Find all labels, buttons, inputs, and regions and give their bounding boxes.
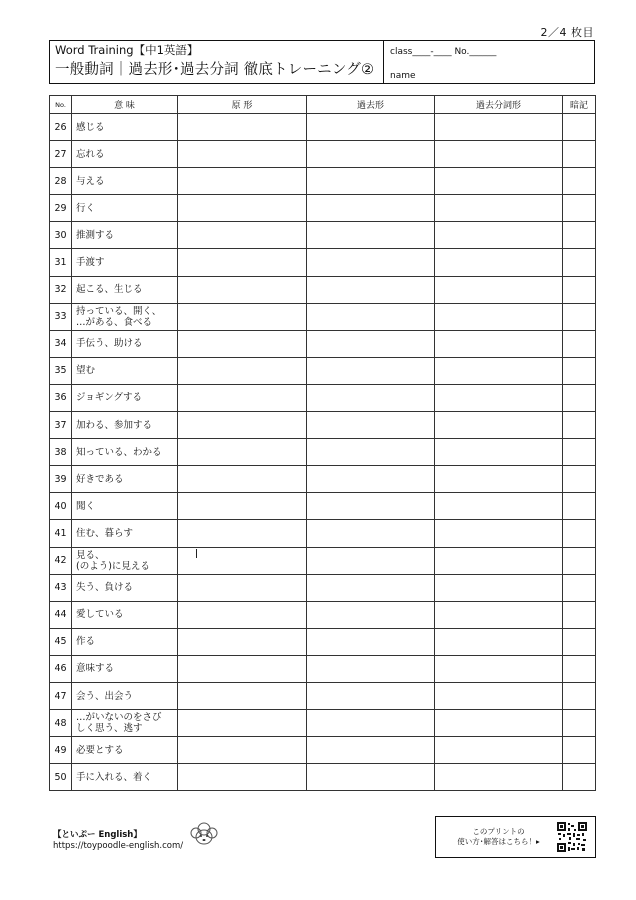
title-block [50,41,384,83]
table-row [50,710,596,737]
guide-text-line2: 使い方･解答はこちら！▸ [457,837,540,846]
memorize-check-cell[interactable] [563,168,596,195]
text-cursor [196,549,197,558]
past-participle-cell[interactable] [435,655,563,682]
past-form-cell[interactable] [307,330,435,357]
base-form-cell[interactable] [178,493,307,520]
table-row [50,601,596,628]
past-form-cell[interactable] [307,601,435,628]
table-row [50,114,596,141]
meaning-line: 愛している [76,609,124,621]
base-form-cell[interactable] [178,330,307,357]
worksheet-header [49,40,595,84]
row-meaning [72,628,178,655]
past-participle-cell[interactable] [435,628,563,655]
meaning-line-2: …がある、食べる [76,316,153,328]
table-row [50,141,596,168]
row-number: 43 [50,574,72,601]
table-row [50,682,596,709]
memorize-check-cell[interactable] [563,547,596,574]
past-participle-cell[interactable] [435,330,563,357]
row-number: 40 [50,493,72,520]
table-row [50,737,596,764]
meaning-line: 加わる、参加する [76,419,153,431]
base-form-cell[interactable] [178,655,307,682]
past-form-cell[interactable] [307,439,435,466]
meaning-line: 感じる [76,121,105,133]
meaning-line: 手伝う、助ける [76,338,143,350]
past-participle-cell[interactable] [435,439,563,466]
base-form-cell[interactable] [178,168,307,195]
base-form-cell[interactable] [178,249,307,276]
meaning-line: ジョギングする [76,392,143,404]
memorize-check-cell[interactable] [563,601,596,628]
base-form-cell[interactable] [178,574,307,601]
past-form-cell[interactable] [307,628,435,655]
base-form-cell[interactable] [178,710,307,737]
table-row [50,628,596,655]
past-participle-cell[interactable] [435,574,563,601]
row-number: 36 [50,384,72,411]
base-form-cell[interactable] [178,520,307,547]
row-number: 30 [50,222,72,249]
header-no: No. [50,96,72,114]
row-meaning [72,412,178,439]
memorize-check-cell[interactable] [563,737,596,764]
meaning-line: 与える [76,175,105,187]
meaning-line: 聞く [76,500,96,512]
meaning-line: 失う、負ける [76,582,134,594]
row-meaning [72,357,178,384]
header-past-participle: 過去分詞形 [435,96,563,114]
past-form-cell[interactable] [307,737,435,764]
row-meaning [72,276,178,303]
past-participle-cell[interactable] [435,412,563,439]
row-number: 33 [50,303,72,330]
row-number: 35 [50,357,72,384]
past-participle-cell[interactable] [435,195,563,222]
memorize-check-cell[interactable] [563,439,596,466]
base-form-cell[interactable] [178,303,307,330]
base-form-cell[interactable] [178,601,307,628]
row-number: 29 [50,195,72,222]
table-row [50,195,596,222]
row-meaning [72,710,178,737]
base-form-cell[interactable] [178,737,307,764]
past-form-cell[interactable] [307,493,435,520]
base-form-cell[interactable] [178,114,307,141]
meaning-line: 忘れる [76,148,105,160]
row-number: 38 [50,439,72,466]
past-form-cell[interactable] [307,168,435,195]
meaning-line: 意味する [76,663,115,675]
table-row [50,655,596,682]
past-form-cell[interactable] [307,141,435,168]
row-meaning [72,764,178,791]
past-form-cell[interactable] [307,520,435,547]
base-form-cell[interactable] [178,195,307,222]
meaning-line: 住む、暮らす [76,527,134,539]
meaning-line: 望む [76,365,96,377]
base-form-cell[interactable] [178,222,307,249]
past-form-cell[interactable] [307,574,435,601]
meaning-line: 作る [76,636,96,648]
base-form-cell[interactable] [178,412,307,439]
table-row [50,384,596,411]
memorize-check-cell[interactable] [563,357,596,384]
memorize-check-cell[interactable] [563,710,596,737]
base-form-cell[interactable] [178,276,307,303]
row-number: 27 [50,141,72,168]
memorize-check-cell[interactable] [563,412,596,439]
class-number-field[interactable]: class____-____ No.______ [390,47,497,57]
row-meaning [72,520,178,547]
row-meaning [72,303,178,330]
past-participle-cell[interactable] [435,493,563,520]
base-form-cell[interactable] [178,141,307,168]
row-meaning [72,737,178,764]
header-base-form: 原 形 [178,96,307,114]
past-participle-cell[interactable] [435,601,563,628]
row-meaning [72,547,178,574]
table-row [50,303,596,330]
row-number: 49 [50,737,72,764]
meaning-line: 手に入れる、着く [76,771,153,783]
table-row [50,547,596,574]
past-participle-cell[interactable] [435,222,563,249]
past-form-cell[interactable] [307,764,435,791]
table-row [50,249,596,276]
guide-box[interactable] [435,816,596,858]
base-form-cell[interactable] [178,547,307,574]
past-form-cell[interactable] [307,655,435,682]
row-number: 44 [50,601,72,628]
memorize-check-cell[interactable] [563,276,596,303]
past-participle-cell[interactable] [435,357,563,384]
table-row [50,520,596,547]
table-row [50,764,596,791]
worksheet-title: 一般動詞｜過去形･過去分詞 徹底トレーニング② [55,62,375,78]
base-form-cell[interactable] [178,628,307,655]
memorize-check-cell[interactable] [563,493,596,520]
past-form-cell[interactable] [307,384,435,411]
row-number: 39 [50,466,72,493]
base-form-cell[interactable] [178,466,307,493]
past-participle-cell[interactable] [435,276,563,303]
memorize-check-cell[interactable] [563,222,596,249]
memorize-check-cell[interactable] [563,195,596,222]
table-row [50,168,596,195]
memorize-check-cell[interactable] [563,520,596,547]
site-url-link[interactable]: https://toypoodle-english.com/ [53,841,184,851]
row-meaning [72,493,178,520]
guide-text-line1: このプリントの [472,827,525,836]
memorize-check-cell[interactable] [563,384,596,411]
meaning-line: 好きである [76,473,124,485]
past-form-cell[interactable] [307,682,435,709]
memorize-check-cell[interactable] [563,141,596,168]
memorize-check-cell[interactable] [563,655,596,682]
row-number: 26 [50,114,72,141]
past-participle-cell[interactable] [435,710,563,737]
meaning-line: …がいないのをさび [76,712,162,724]
base-form-cell[interactable] [178,682,307,709]
worksheet-subtitle: Word Training【中1英語】 [55,43,199,57]
row-meaning [72,141,178,168]
base-form-cell[interactable] [178,384,307,411]
row-number: 31 [50,249,72,276]
table-row [50,439,596,466]
meaning-line-2: (のよう)に見える [76,560,150,572]
vocabulary-table [49,95,596,791]
row-meaning [72,168,178,195]
meaning-line: 行く [76,202,96,214]
row-meaning [72,439,178,466]
meaning-line: 知っている、わかる [76,446,162,458]
base-form-cell[interactable] [178,764,307,791]
brand-name: 【といぷー English】 [53,830,142,840]
row-meaning [72,682,178,709]
base-form-cell[interactable] [178,439,307,466]
row-meaning [72,114,178,141]
past-form-cell[interactable] [307,303,435,330]
table-row [50,330,596,357]
memorize-check-cell[interactable] [563,574,596,601]
meaning-line: 必要とする [76,744,124,756]
table-row [50,222,596,249]
qr-code-icon[interactable] [557,822,587,852]
past-participle-cell[interactable] [435,249,563,276]
past-form-cell[interactable] [307,249,435,276]
memorize-check-cell[interactable] [563,249,596,276]
memorize-check-cell[interactable] [563,466,596,493]
row-meaning [72,330,178,357]
meaning-line-2: しく思う、逃す [76,723,143,735]
past-form-cell[interactable] [307,276,435,303]
header-past-form: 過去形 [307,96,435,114]
row-number: 37 [50,412,72,439]
table-row [50,412,596,439]
past-participle-cell[interactable] [435,141,563,168]
memorize-check-cell[interactable] [563,628,596,655]
header-meaning: 意 味 [72,96,178,114]
past-form-cell[interactable] [307,222,435,249]
past-form-cell[interactable] [307,357,435,384]
meaning-line: 会う、出会う [76,690,134,702]
meaning-line: 持っている、開く、 [76,305,162,317]
page-indicator: 2／4 枚目 [540,26,594,39]
past-form-cell[interactable] [307,412,435,439]
memorize-check-cell[interactable] [563,330,596,357]
row-number: 42 [50,547,72,574]
row-number: 28 [50,168,72,195]
past-form-cell[interactable] [307,466,435,493]
row-meaning [72,249,178,276]
past-participle-cell[interactable] [435,168,563,195]
row-meaning [72,466,178,493]
row-number: 48 [50,710,72,737]
row-number: 41 [50,520,72,547]
row-meaning [72,222,178,249]
table-row [50,574,596,601]
student-info-block [384,41,594,83]
past-form-cell[interactable] [307,114,435,141]
past-form-cell[interactable] [307,547,435,574]
base-form-cell[interactable] [178,357,307,384]
row-number: 46 [50,655,72,682]
past-participle-cell[interactable] [435,520,563,547]
memorize-check-cell[interactable] [563,764,596,791]
past-participle-cell[interactable] [435,737,563,764]
row-meaning [72,384,178,411]
meaning-line: 手渡す [76,257,105,269]
memorize-check-cell[interactable] [563,114,596,141]
meaning-line: 推測する [76,229,115,241]
past-participle-cell[interactable] [435,764,563,791]
past-form-cell[interactable] [307,710,435,737]
past-form-cell[interactable] [307,195,435,222]
meaning-line: 起こる、生じる [76,284,143,296]
past-participle-cell[interactable] [435,547,563,574]
table-header-row [50,96,596,114]
past-participle-cell[interactable] [435,384,563,411]
row-meaning [72,601,178,628]
past-participle-cell[interactable] [435,114,563,141]
row-meaning [72,574,178,601]
table-row [50,493,596,520]
row-meaning [72,655,178,682]
memorize-check-cell[interactable] [563,303,596,330]
header-memorize: 暗記 [563,96,596,114]
row-number: 32 [50,276,72,303]
row-number: 45 [50,628,72,655]
memorize-check-cell[interactable] [563,682,596,709]
past-participle-cell[interactable] [435,682,563,709]
row-number: 47 [50,682,72,709]
row-number: 50 [50,764,72,791]
poodle-mascot-icon [186,820,222,850]
row-number: 34 [50,330,72,357]
past-participle-cell[interactable] [435,303,563,330]
row-meaning [72,195,178,222]
table-row [50,357,596,384]
table-row [50,276,596,303]
table-row [50,466,596,493]
past-participle-cell[interactable] [435,466,563,493]
name-field[interactable]: name [390,71,416,81]
meaning-line: 見る、 [76,549,105,561]
